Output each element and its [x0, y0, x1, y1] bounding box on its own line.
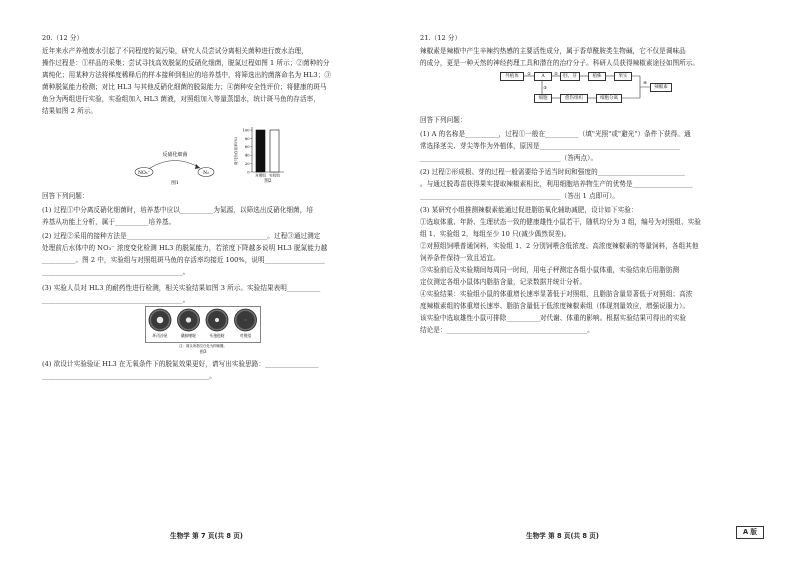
q20-intro-line: 结果如图 2 所示。 — [42, 107, 98, 115]
q21-q3-line: ③实验前后及实验期间每周同一时间，用电子秤测定各组小鼠体重，实验结束后用脂肪测 — [420, 266, 680, 274]
q21-q3-line: 该实验中选取雄性小鼠可排除__________对代谢、体重的影响。根据实验结果可得出的实验 — [420, 314, 686, 322]
figure-3-plates — [145, 306, 261, 354]
fig2-y-tick-label: 100 — [242, 128, 250, 133]
diagram-box-capsaicin: 辣椒素 — [650, 83, 672, 92]
fig3-plate-label: 环丙沙星 — [152, 333, 168, 338]
figure-1-denitrification — [130, 148, 220, 188]
diagram-box-explant: 外植体 — [500, 72, 524, 81]
q20-q2-line: (2) 过程②采用的接种方法是__________________________________________。过程③通过测定 — [42, 232, 321, 240]
q20-q2-line: __________。图 2 中，实验组与对照组斑马鱼的存活率均接近 100%，说明__________________ — [42, 256, 325, 264]
right-page-footer: 生物学 第 8 页(共 8 页) — [526, 532, 599, 540]
diagram-step-2: ② — [554, 71, 558, 76]
question-20-header: 20.（12 分） — [42, 34, 84, 42]
diagram-box-cell: 细胞 — [534, 94, 552, 103]
fig3-control-disc — [244, 319, 247, 322]
q20-q1-line: (1) 过程①中分离反硝化细菌时，培养基中应以__________为氮源，以筛选出反硝化细菌，培 — [42, 206, 313, 214]
fig1-caption: 图1 — [171, 181, 179, 186]
q21-q1-line: (1) A 的名称是__________，过程①一般在__________（填"光照"或"避光"）条件下获得。通 — [420, 130, 691, 138]
q21-intro-line: 辣椒素是辣椒中产生辛辣约热感的主要活性成分，属于香草酰胺类生物碱，它不仅是调味品 — [420, 47, 686, 55]
q20-q3-line: __________________________________________。 — [42, 296, 190, 304]
fig2-caption: 图2 — [264, 179, 272, 184]
q20-q2-line: 处理前后水体中的 NO₃⁻ 浓度变化检测 HL3 的脱氮能力，若浓度下降越多说明 HL3 脱氮能力越 — [42, 244, 328, 252]
diagram-box-embryo-bud: 胚、芽 — [560, 72, 580, 81]
fig2-bar-experiment — [270, 130, 279, 172]
diagram-step-3: ③ — [543, 85, 547, 90]
q21-q3-line: 结论是：__________________________________________。 — [420, 326, 594, 334]
fig2-y-tick-label: 0 — [247, 170, 250, 175]
q21-q3-line: 定仪测定各组小鼠体内脂肪含量，记录数据并统计分析。 — [420, 278, 587, 286]
q21-q2-line: (2) 过程②形成根、芽的过程一般需要给予适当时间和强度的__________________________ — [420, 168, 685, 176]
fig2-y-tick-label: 60 — [244, 145, 250, 150]
fig3-inhibition-zone — [157, 317, 164, 324]
q21-intro-line: 的成分，更是一种天然的神经药理工具和潜在的治疗分子。科研人员获得辣椒素途径如图所示。 — [420, 59, 700, 67]
edition-badge: A 版 — [736, 526, 764, 539]
fig2-y-tick-label: 20 — [244, 162, 250, 166]
fig2-category-label: 实验组 — [269, 173, 280, 178]
diagram-box-plant: 植株 — [588, 72, 606, 81]
left-page-footer: 生物学 第 7 页(共 8 页) — [170, 532, 243, 540]
fig1-node-right-label: N₂ — [203, 171, 209, 176]
fig2-y-tick-label: 40 — [244, 153, 250, 158]
figure-2-chart — [232, 120, 292, 188]
fig3-inhibition-zone — [215, 318, 220, 323]
fig3-inhibition-zone — [186, 317, 192, 323]
diagram-box-fruit: 果实 — [614, 72, 632, 81]
q20-intro-line: 近年来水产养殖废水引起了不同程度的氮污染，研究人员尝试分离相关菌种进行废水治理， — [42, 47, 308, 55]
diagram-box-cell-separation: 细胞分离 — [596, 94, 622, 103]
q20-answer-prompt: 回答下列问题： — [42, 192, 89, 200]
fig2-bar-control — [256, 130, 265, 172]
q20-q4-line: (4) 欲设计实验验证 HL3 在无氧条件下的脱氮效果更好，请写出实验思路：________________ — [42, 360, 319, 368]
q21-q1-line: 常选择茎尖、芽尖等作为外植体，原因是__________________________________________ — [420, 142, 681, 150]
q20-intro-line: 菌种脱氮能力检测；对比 HL3 与其他反硝化细菌的脱氮能力；④菌种安全性评价；将健康的斑马 — [42, 83, 327, 91]
q21-q3-line: 组 1、实验组 2，每组至少 10 只(减少偶然误差)。 — [420, 230, 571, 238]
q21-q3-line: 饲养条件保持一致且适宜。 — [420, 254, 500, 262]
fig3-plate-label: 对照组 — [239, 333, 252, 338]
diagram-step-4: ④ — [643, 80, 647, 85]
q20-q1-line: 养基从功能上分析，属于__________培养基。 — [42, 218, 176, 226]
q21-q3-line: ④实验结果：实验组小鼠的体重增长速率显著低于对照组，且脂肪含量显著低于对照组；高浓 — [420, 290, 693, 298]
q20-intro-line: 操作过程是：①样品的采集；尝试寻找高效脱氮的反硝化细菌，脱氮过程如图 1 所示；②菌种的分 — [42, 59, 330, 67]
fig2-y-label: 斑马鱼存活率(%) — [234, 137, 238, 165]
q20-q3-line: (3) 实验人员对 HL3 的耐药性进行检测，相关实验结果如图 3 所示。实验结果表明__________ — [42, 284, 321, 292]
right-page — [400, 0, 800, 566]
fig3-caption: 图3 — [199, 349, 207, 354]
fig2-y-tick-label: 80 — [244, 136, 250, 141]
question-21-header: 21.（12 分） — [420, 34, 462, 42]
diagram-box-a: A — [534, 72, 552, 81]
q21-q3-line: ①选取体重、年龄、生理状态一致的健康雄性小鼠若干，随机均分为 3 组，编号为对照组、实验 — [420, 218, 701, 226]
process-diagram — [500, 70, 680, 108]
q20-q2-line: __________________________________________。 — [42, 268, 190, 276]
q21-q3-line: (3) 某研究小组推测辣椒素能通过促进脂肪氧化辅助减肥，设计如下实验： — [420, 206, 638, 214]
fig1-title: 反硝化细菌 — [162, 152, 188, 158]
q20-intro-line: 鱼分为两组进行实验，实验组加入 HL3 菌液，对照组加入等量蒸馏水，统计斑马鱼的存活率， — [42, 95, 320, 103]
q21-q2-line: __________________________________________（答出 1 点即可）。 — [420, 192, 619, 200]
q21-q3-line: 度辣椒素组的体重增长速率、脂肪含量低于低浓度辣椒素组（体现剂量效应，增强说服力）。 — [420, 302, 690, 310]
fig1-node-left-label: NO₃⁻ — [137, 171, 151, 176]
diagram-step-1: ① — [527, 71, 531, 76]
fig3-note: 注：箭头所指空白处为抑菌圈。 — [179, 344, 227, 348]
q20-intro-line: 离纯化；用某种方法将梯度稀释后的样本接种到相应的培养基中，将筛选出的菌落命名为 HL3；③ — [42, 71, 332, 79]
diagram-box-callus: 愈伤组织 — [560, 94, 588, 103]
q21-q2-line: 。与通过脱毒苗获得果实提取辣椒素相比，利用细胞培养物生产的优势是__________________ — [420, 180, 693, 188]
q20-q4-line: __________________________________________________。 — [42, 372, 216, 380]
fig3-plate-label: 头孢他啶 — [209, 333, 225, 338]
fig3-plate-label: 磺胺嘧啶 — [180, 333, 197, 338]
q21-q1-line: __________________________________________（答两点）。 — [420, 154, 598, 162]
fig2-category-label: 对照组 — [255, 173, 266, 178]
q21-answer-prompt: 回答下列问题： — [420, 116, 467, 124]
q21-q3-line: ②对照组饲喂普通饲料，实验组 1、2 分别饲喂含低浓度、高浓度辣椒素的等量饲料，各组其他 — [420, 242, 699, 250]
